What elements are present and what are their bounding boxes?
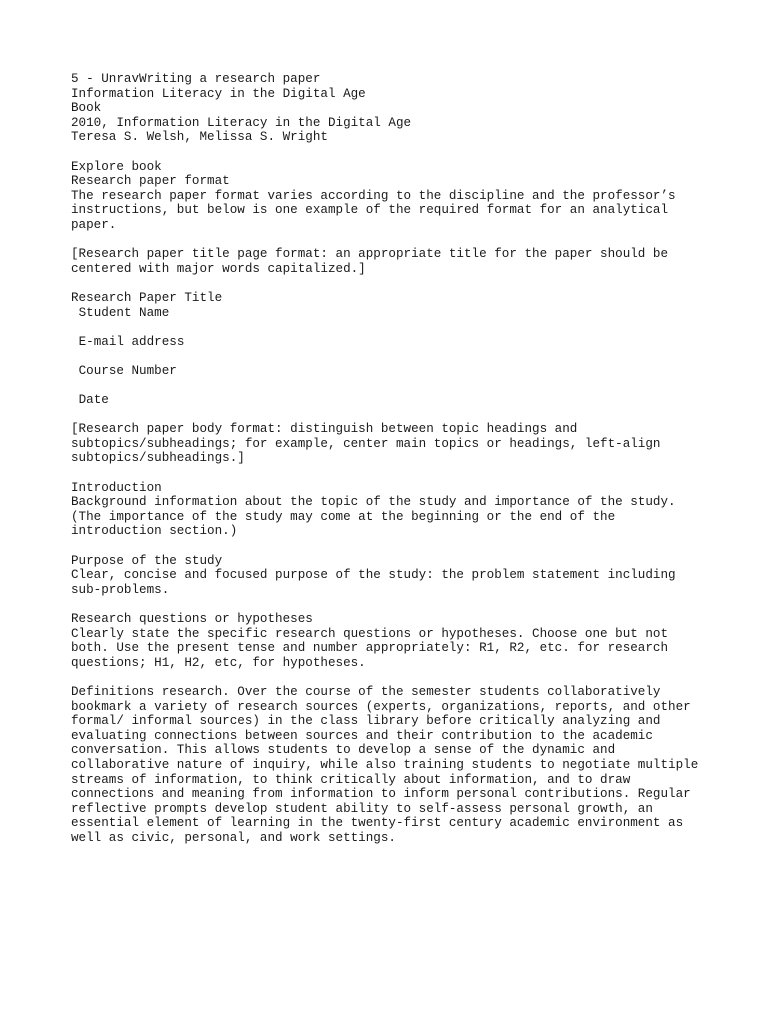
paragraph-line: both. Use the present tense and number appropriately: R1, R2, etc. for research <box>71 641 669 656</box>
citation-header <box>71 72 731 145</box>
explore-book-link[interactable]: Explore book <box>71 159 162 174</box>
paragraph-line: conversation. This allows students to develop a sense of the dynamic and <box>71 743 616 758</box>
section-heading: Introduction <box>71 480 162 495</box>
note-line: centered with major words capitalized.] <box>71 261 366 276</box>
paragraph-line: introduction section.) <box>71 524 238 539</box>
note-line: [Research paper body format: distinguish between topic headings and <box>71 422 578 437</box>
paragraph-line: Clear, concise and focused purpose of the study: the problem statement including <box>71 568 676 583</box>
body-format-note <box>71 422 731 466</box>
paragraph-line: streams of information, to think critically about information, and to draw <box>71 772 631 787</box>
paragraph-line: collaborative nature of inquiry, while also training students to negotiate multiple <box>71 757 699 772</box>
publication-type: Book <box>71 101 102 116</box>
paragraph-line: Definitions research. Over the course of the semester students collaboratively <box>71 684 661 699</box>
student-name: Student Name <box>78 305 170 320</box>
paragraph-line: essential element of learning in the twenty-first century academic environment as <box>71 816 684 831</box>
publication-year-title: 2010, Information Literacy in the Digital Age <box>71 115 412 130</box>
email-address: E-mail address <box>78 334 185 349</box>
paragraph-line: sub-problems. <box>71 582 170 597</box>
paragraph-line: The research paper format varies according to the discipline and the professor’s <box>71 188 676 203</box>
authors: Teresa S. Welsh, Melissa S. Wright <box>71 130 328 145</box>
section-heading: Research questions or hypotheses <box>71 611 313 626</box>
paragraph-line: evaluating connections between sources and their contribution to the academic <box>71 728 653 743</box>
paragraph-line: bookmark a variety of research sources (experts, organizations, reports, and other <box>71 699 691 714</box>
introduction-section <box>71 481 731 539</box>
paragraph-line: questions; H1, H2, etc, for hypotheses. <box>71 655 366 670</box>
paragraph-line: reflective prompts develop student ability to self-assess personal growth, an <box>71 801 653 816</box>
paragraph-line: (The importance of the study may come at the beginning or the end of the <box>71 509 616 524</box>
paragraph-line: Clearly state the specific research questions or hypotheses. Choose one but not <box>71 626 669 641</box>
title-page-example <box>71 291 731 320</box>
questions-section <box>71 612 731 670</box>
paragraph-line: well as civic, personal, and work settings. <box>71 830 396 845</box>
note-line: [Research paper title page format: an appropriate title for the paper should be <box>71 247 669 262</box>
note-line: subtopics/subheadings.] <box>71 451 245 466</box>
paragraph-line: formal/ informal sources) in the class library before critically analyzing and <box>71 714 661 729</box>
paragraph-line: Background information about the topic of the study and importance of the study. <box>71 495 676 510</box>
paragraph-line: paper. <box>71 217 117 232</box>
definitions-section <box>71 685 731 846</box>
title-page-note <box>71 247 731 276</box>
section-heading: Research paper format <box>71 174 230 189</box>
course-number: Course Number <box>78 363 177 378</box>
explore-section <box>71 160 731 233</box>
paragraph-line: connections and meaning from information to inform personal contributions. Regular <box>71 787 691 802</box>
section-heading: Purpose of the study <box>71 553 223 568</box>
date-block <box>71 393 731 408</box>
book-title: Information Literacy in the Digital Age <box>71 86 366 101</box>
course-block <box>71 364 731 379</box>
chapter-title: 5 - UnravWriting a research paper <box>71 72 321 86</box>
purpose-section <box>71 554 731 598</box>
document-page <box>71 72 731 860</box>
note-line: subtopics/subheadings; for example, center main topics or headings, left-align <box>71 436 661 451</box>
date: Date <box>78 393 109 408</box>
paragraph-line: instructions, but below is one example of the required format for an analytical <box>71 203 669 218</box>
paper-title: Research Paper Title <box>71 290 223 305</box>
email-block <box>71 335 731 350</box>
